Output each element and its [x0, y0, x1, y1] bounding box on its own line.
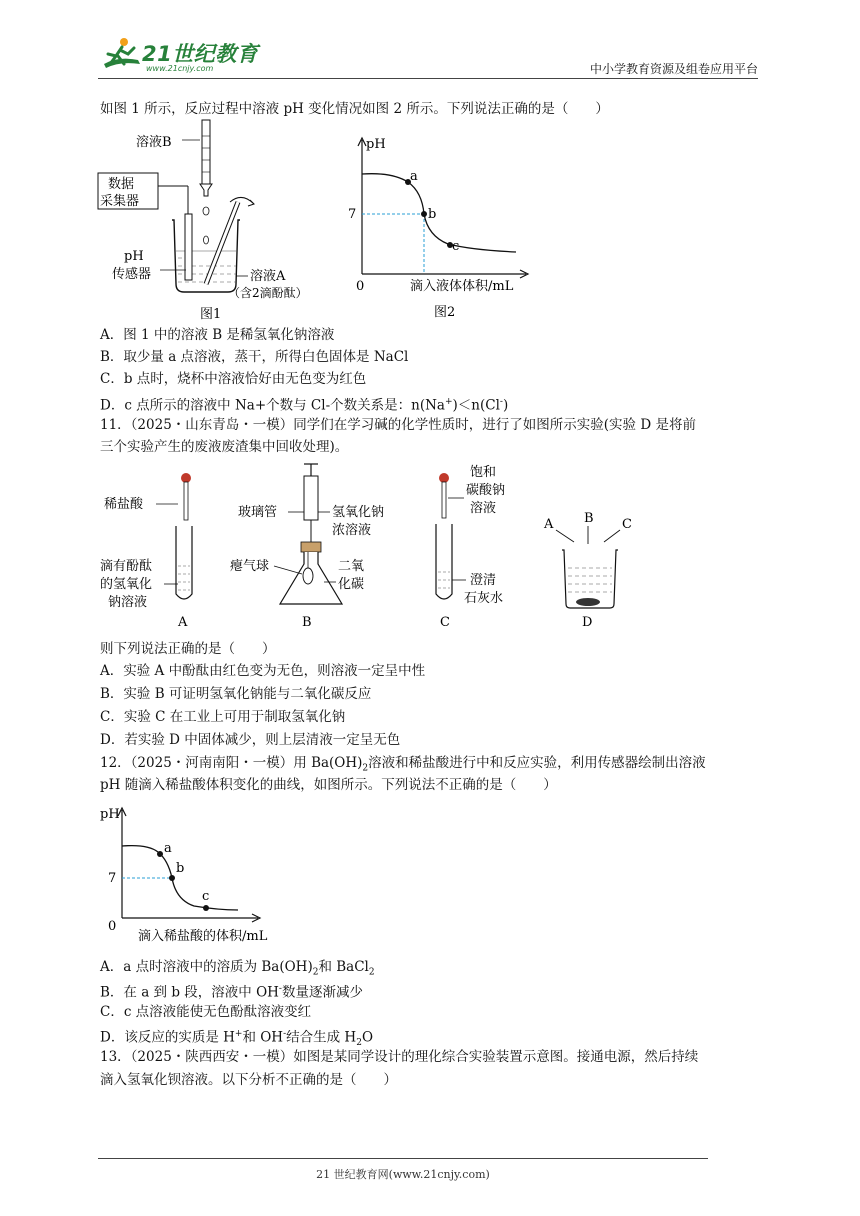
q11-option-d: D．若实验 D 中固体减少，则上层清液一定呈无色 — [100, 732, 401, 748]
svg-text:玻璃管: 玻璃管 — [238, 505, 278, 520]
svg-text:D: D — [582, 615, 593, 630]
solid-residue-icon — [576, 598, 600, 606]
fig2-ylabel: pH — [366, 137, 386, 152]
runner-logo-icon — [98, 34, 144, 78]
q11-stem-line2: 三个实验产生的废液废渣集中回收处理)。 — [100, 439, 349, 455]
svg-text:b: b — [428, 207, 437, 222]
syringe-icon — [304, 476, 318, 520]
q10-option-b: B．取少量 a 点溶液，蒸干，所得白色固体是 NaCl — [100, 349, 409, 365]
svg-text:a: a — [164, 841, 172, 856]
logo — [98, 34, 268, 78]
svg-text:的氢氧化: 的氢氧化 — [100, 577, 153, 592]
test-tube-a-icon — [176, 526, 192, 599]
svg-text:B: B — [584, 511, 594, 526]
q11-option-c: C．实验 C 在工业上可用于制取氢氧化钠 — [100, 709, 346, 725]
q11-figure — [98, 460, 678, 636]
dropper-bulb-c-icon — [439, 473, 449, 483]
svg-text:二氧: 二氧 — [338, 559, 365, 574]
fig2-origin: 0 — [356, 279, 365, 294]
fig2-xlabel: 滴入液体体积/mL — [410, 279, 514, 294]
q12-option-c: C．c 点溶液能使无色酚酞溶液变红 — [100, 1004, 312, 1020]
stopper-icon — [301, 542, 321, 552]
fig2-point-b — [421, 211, 427, 217]
logo-text: 21世纪教育 — [142, 42, 259, 66]
q12-point-c — [203, 905, 209, 911]
page-header — [98, 34, 758, 80]
q13-stem-line2: 滴入氢氧化钡溶液。以下分析不正确的是（ ） — [100, 1072, 397, 1088]
svg-text:c: c — [202, 889, 210, 904]
footer-divider — [98, 1158, 708, 1159]
svg-text:化碳: 化碳 — [338, 577, 365, 592]
q12-stem-line1: 12．（2025・河南南阳・一模）用 $Ba(OH)_2$溶液和稀盐酸进行中和反应实验，利用传感器绘制出溶液 — [100, 755, 706, 774]
q10-option-d: D．c 点所示的溶液中 Na+个数与 Cl-个数关系是：n(Na+)＜n(Cl-) — [100, 397, 509, 414]
dropper-bulb-a-icon — [181, 473, 191, 483]
q11-question: 则下列说法正确的是（ ） — [100, 641, 276, 657]
drop-icon — [203, 207, 209, 215]
q11-option-a: A．实验 A 中酚酞由红色变为无色，则溶液一定呈中性 — [100, 663, 426, 679]
svg-text:浓溶液: 浓溶液 — [332, 523, 372, 538]
svg-text:（含2滴酚酞）: （含2滴酚酞） — [228, 286, 308, 300]
header-divider — [98, 78, 758, 79]
q12-xlabel: 滴入稀盐酸的体积/mL — [138, 929, 268, 944]
fig2-caption: 图2 — [434, 305, 456, 320]
q12-option-d: D．该反应的实质是 H+和 OH-结合生成 $H_2O$ — [100, 1029, 374, 1049]
q12-point-b — [169, 875, 175, 881]
q10-option-c: C．b 点时，烧杯中溶液恰好由无色变为红色 — [100, 371, 367, 387]
svg-text:溶液: 溶液 — [470, 501, 497, 516]
q13-stem-line1: 13．（2025・陕西西安・一模）如图是某同学设计的理化综合实验装置示意图。接通电源，然后持续 — [100, 1049, 699, 1065]
q11-stem-line1: 11．（2025・山东青岛・一模）同学们在学习碱的化学性质时，进行了如图所示实验(实验 D 是将前 — [100, 417, 696, 433]
svg-text:C: C — [440, 615, 450, 630]
fig1-caption: 图1 — [200, 307, 222, 322]
svg-text:a: a — [410, 169, 418, 184]
svg-text:钠溶液: 钠溶液 — [108, 595, 148, 610]
svg-text:pH: pH — [124, 249, 144, 264]
fig2-y7: 7 — [348, 207, 357, 222]
q12-stem-line2: pH 随滴入稀盐酸体积变化的曲线，如图所示。下列说法不正确的是（ ） — [100, 777, 557, 793]
q12-option-a: A．a 点时溶液中的溶质为 $Ba(OH)_2$和 BaCl$_2$ — [100, 959, 375, 978]
fig2-curve — [362, 174, 516, 252]
svg-text:c: c — [452, 239, 460, 254]
ph-sensor-icon — [185, 214, 192, 280]
svg-text:7: 7 — [108, 871, 117, 886]
svg-text:石灰水: 石灰水 — [464, 591, 504, 606]
svg-text:pH: pH — [100, 807, 120, 822]
svg-text:氢氧化钠: 氢氧化钠 — [332, 505, 385, 520]
q12-point-a — [157, 851, 163, 857]
svg-text:B: B — [302, 615, 312, 630]
q12-option-b: B．在 a 到 b 段，溶液中 OH-数量逐渐减少 — [100, 984, 363, 1001]
svg-text:稀盐酸: 稀盐酸 — [104, 497, 144, 512]
burette-icon — [202, 120, 210, 184]
svg-text:C: C — [622, 517, 632, 532]
logo-url: www.21cnjy.com — [146, 64, 214, 73]
svg-text:碳酸钠: 碳酸钠 — [466, 483, 506, 498]
svg-text:溶液A: 溶液A — [250, 269, 286, 284]
svg-text:b: b — [176, 861, 185, 876]
svg-text:0: 0 — [108, 919, 117, 934]
svg-text:滴有酚酞: 滴有酚酞 — [100, 559, 153, 574]
q10-figure2-chart — [348, 132, 542, 324]
svg-text:A: A — [178, 615, 188, 630]
q10-stem: 如图 1 所示，反应过程中溶液 pH 变化情况如图 2 所示。下列说法正确的是（ ） — [100, 101, 609, 117]
footer-text: 21 世纪教育网(www.21cnjy.com) — [316, 1168, 490, 1181]
q11-option-b: B．实验 B 可证明氢氧化钠能与二氧化碳反应 — [100, 686, 372, 702]
svg-text:澄清: 澄清 — [470, 573, 497, 588]
fig1-label-solution-b: 溶液B — [136, 135, 172, 150]
balloon-icon — [303, 568, 313, 584]
svg-text:瘪气球: 瘪气球 — [230, 559, 270, 574]
q12-chart — [98, 800, 298, 948]
q10-figure1 — [96, 116, 336, 324]
svg-text:饱和: 饱和 — [470, 465, 497, 480]
svg-text:A: A — [544, 517, 554, 532]
svg-text:数据: 数据 — [108, 177, 135, 192]
q10-option-a: A．图 1 中的溶液 B 是稀氢氧化钠溶液 — [100, 327, 335, 343]
svg-text:采集器: 采集器 — [100, 194, 140, 209]
svg-text:传感器: 传感器 — [112, 267, 152, 282]
platform-name: 中小学教育资源及组卷应用平台 — [589, 62, 758, 76]
